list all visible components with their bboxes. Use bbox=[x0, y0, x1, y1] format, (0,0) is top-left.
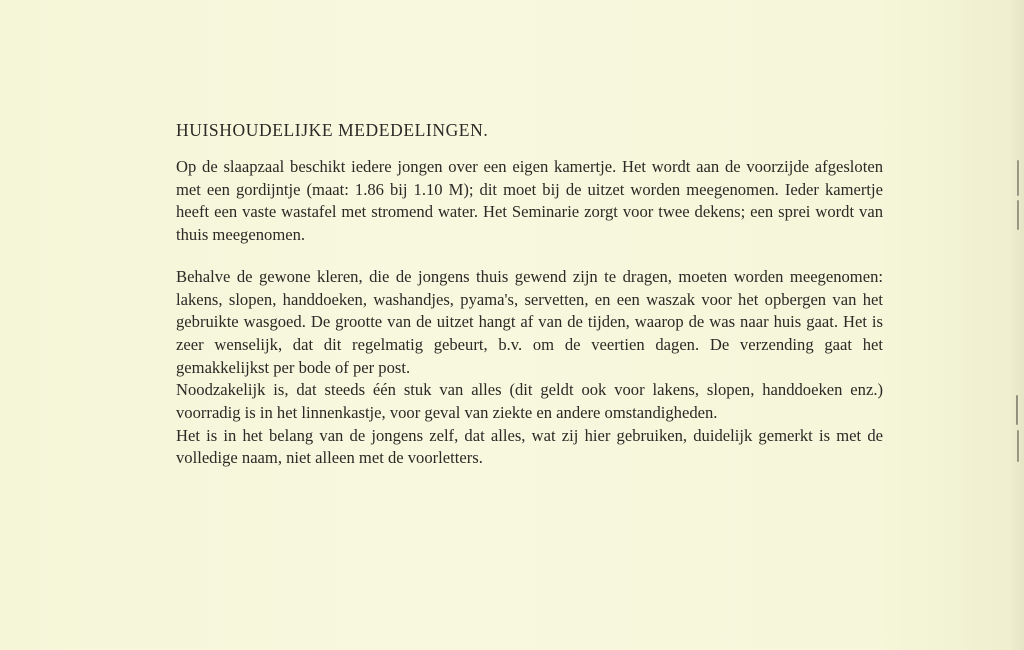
paragraph-name-marking: Het is in het belang van de jongens zelf, dat alles, wat zij hier gebruiken, duidelijk gemerkt is met de volledige naam, niet alleen met de voorletters. bbox=[176, 425, 883, 468]
page-heading: HUISHOUDELIJKE MEDEDELINGEN. bbox=[176, 120, 489, 140]
text-block bbox=[176, 118, 883, 470]
paragraph-gap bbox=[176, 247, 883, 266]
spine-shadow bbox=[1010, 0, 1024, 650]
paragraph-clothing: Behalve de gewone kleren, die de jongens thuis gewend zijn te dragen, moeten worden meegenomen: lakens, slopen, handdoeken, washandjes, pyama's, servetten, en een waszak voor het opbergen van het gebruikte wasgoed. De grootte van de uitzet hangt af van de tijden, waarop de was naar huis gaat. Het is zeer wenselijk, dat dit regelmatig gebeurt, b.v. om de veertien dagen. De verzending gaat het gemakkelijkst per bode of per post. bbox=[176, 266, 883, 377]
paragraph-linen-cupboard: Noodzakelijk is, dat steeds één stuk van alles (dit geldt ook voor lakens, slopen, handdoeken enz.) voorradig is in het linnenkastje, voor geval van ziekte en andere omstandigheden. bbox=[176, 380, 883, 423]
paragraph-dormitory: Op de slaapzaal beschikt iedere jongen over een eigen kamertje. Het wordt aan de voorzijde afgesloten met een gordijntje (maat: 1.86 bij 1.10 M); dit moet bij de uitzet worden meegenomen. Ieder kamertje heeft een vaste wastafel met stromend water. Het Seminarie zorgt voor twee dekens; een sprei wordt van thuis meegenomen. bbox=[176, 157, 883, 245]
